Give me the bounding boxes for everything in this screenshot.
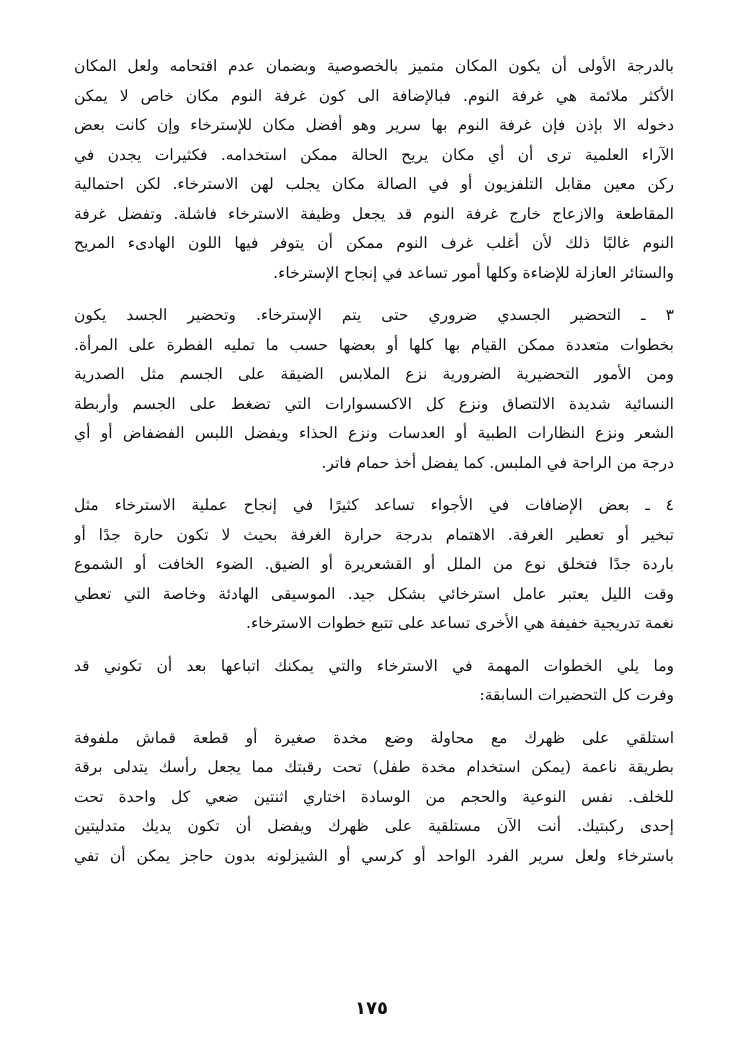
text-line: نغمة تدريجية خفيفة هي الأخرى تساعد على تتبع خطوات الاسترخاء. — [246, 614, 674, 632]
text-line: النسائية شديدة الالتصاق ونزع كل الاكسسوارات التي تضغط على الجسم وأربطة — [74, 394, 674, 413]
text-line: النوم غالبًا ذلك لأن أغلب غرف النوم ممكن أن يتوفر فيها اللون الهادىء المريح — [74, 234, 674, 252]
text-line: باسترخاء ولعل سرير الفرد الواحد أو كرسي أو الشيزلونه بدون حاجز يمكن أن تفي — [74, 846, 674, 865]
text-line: للخلف. نفس النوعية والحجم من الوسادة اختاري اثنتين ضعي كل واحدة تحت — [74, 787, 674, 806]
text-line: ومن الأمور التحضيرية الضرورية نزع الملابس الضيقة على الجسم مثل الصدرية — [74, 365, 674, 383]
paragraph-4 — [74, 652, 674, 711]
text-line: درجة من الراحة في الملبس. كما يفضل أخذ حمام فاتر. — [321, 453, 674, 472]
text-line: وما يلي الخطوات المهمة في الاسترخاء والتي يمكنك اتباعها بعد أن تكوني قد — [74, 656, 674, 675]
text-line: إحدى ركبتيك. أنت الآن مستلقية على ظهرك ويفضل أن تكون يديك متدليتين — [74, 817, 674, 835]
text-line: ركن معين مقابل التلفزيون أو في الصالة مكان يجلب لهن الاسترخاء. لكن احتمالية — [74, 175, 674, 193]
text-line: باردة جدًا فتخلق نوع من الملل أو القشعريرة أو الضيق. الضوء الخافت أو الشموع — [74, 555, 674, 573]
paragraph-gap — [74, 288, 674, 301]
text-line: بخطوات متعددة ممكن القيام بها كلها أو بعضها حسب ما تمليه الفطرة على المرأة. — [74, 335, 674, 354]
text-line: دخوله الا بإذن فإن غرفة النوم بها سرير وهو أفضل مكان للإسترخاء وإن كانت بعض — [74, 116, 674, 134]
text-line: ٤ ـ بعض الإضافات في الأجواء تساعد كثيرًا في إنجاح عملية الاسترخاء مثل — [74, 496, 674, 514]
text-line: بطريقة ناعمة (يمكن استخدام مخدة طفل) تحت رقبتك مما يجعل رأسك يتدلى برقة — [74, 758, 674, 776]
text-line: وقت الليل يعتبر عامل استرخائي بشكل جيد. الموسيقى الهادئة وخاصة التي تعطي — [74, 584, 674, 603]
paragraph-gap — [74, 639, 674, 652]
text-line: وفرت كل التحضيرات السابقة: — [479, 686, 674, 704]
text-line: تبخير أو تعطير الغرفة. الاهتمام بدرجة حرارة الغرفة بحيث لا تكون حارة جدًا أو — [74, 525, 674, 544]
paragraph-5 — [74, 724, 674, 872]
text-line: الشعر ونزع النظارات الطبية أو العدسات ونزع الحذاء ويفضل اللبس الفضفاض أو أي — [74, 424, 674, 442]
text-line: الأكثر ملائمة هي غرفة النوم. فبالإضافة الى كون غرفة النوم مكان خاص لا يمكن — [74, 86, 674, 105]
page-body — [74, 52, 674, 871]
page-number: ١٧٥ — [355, 998, 388, 1019]
text-line: بالدرجة الأولى أن يكون المكان متميز بالخصوصية وبضمان عدم اقتحامه ولعل المكان — [74, 57, 674, 75]
text-line: المقاطعة والازعاج خارج غرفة النوم قد يجعل وظيفة الاسترخاء فاشلة. وتفضل غرفة — [74, 204, 674, 223]
paragraph-3 — [74, 491, 674, 639]
text-line: استلقي على ظهرك مع محاولة وضع مخدة صغيرة أو قطعة قماش ملفوفة — [74, 728, 674, 747]
text-line: والستائر العازلة للإضاءة وكلها أمور تساعد في إنجاح الإسترخاء. — [273, 263, 674, 282]
paragraph-gap — [74, 478, 674, 491]
paragraph-1 — [74, 52, 674, 288]
text-line: الآراء العلمية ترى أن أي مكان يريح الحالة ممكن استخدامه. فكثيرات يجدن في — [74, 145, 674, 164]
paragraph-gap — [74, 711, 674, 724]
text-line: ٣ ـ التحضير الجسدي ضروري حتى يتم الإسترخاء. وتحضير الجسد يكون — [74, 306, 674, 324]
paragraph-2 — [74, 301, 674, 478]
